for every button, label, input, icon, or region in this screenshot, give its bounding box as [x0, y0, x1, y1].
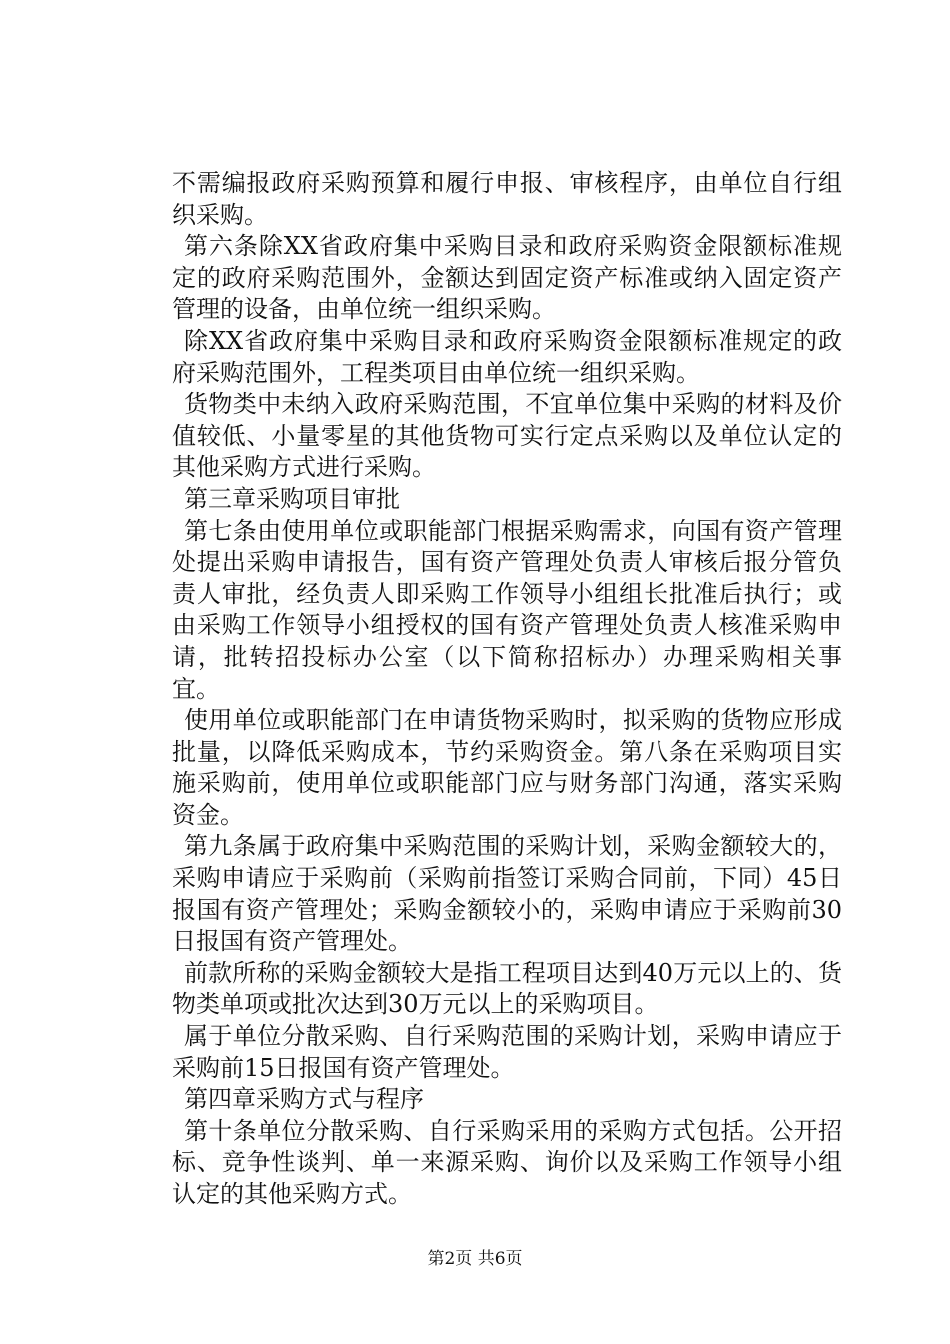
paragraph-article-8: 使用单位或职能部门在申请货物采购时，拟采购的货物应形成批量，以降低采购成本，节约采购资金。第八条在采购项目实施采购前，使用单位或职能部门应与财务部门沟通，落实采购资金。 — [172, 706, 842, 829]
chapter-heading-3: 第三章采购项目审批 — [184, 484, 400, 513]
paragraph-large-amount-definition: 前款所称的采购金额较大是指工程项目达到40万元以上的、货物类单项或批次达到30万元以上的采购项目。 — [172, 958, 842, 1019]
paragraph-continuation: 不需编报政府采购预算和履行申报、审核程序，由单位自行组织采购。 — [172, 169, 842, 229]
paragraph-article-10: 第十条单位分散采购、自行采购采用的采购方式包括。公开招标、竞争性谈判、单一来源采购、询价以及采购工作领导小组认定的其他采购方式。 — [172, 1116, 842, 1208]
chapter-heading-4: 第四章采购方式与程序 — [184, 1085, 424, 1114]
paragraph-engineering-projects: 除XX省政府集中采购目录和政府采购资金限额标准规定的政府采购范围外，工程类项目由单位统一组织采购。 — [172, 326, 842, 387]
paragraph-article-6: 第六条除XX省政府集中采购目录和政府采购资金限额标准规定的政府采购范围外，金额达到固定资产标准或纳入固定资产管理的设备，由单位统一组织采购。 — [172, 232, 842, 324]
document-body — [172, 168, 842, 1211]
paragraph-decentralized-plan: 属于单位分散采购、自行采购范围的采购计划，采购申请应于采购前15日报国有资产管理处。 — [172, 1022, 842, 1082]
page-number-footer: 第2页 共6页 — [427, 1249, 523, 1269]
paragraph-article-7: 第七条由使用单位或职能部门根据采购需求，向国有资产管理处提出采购申请报告，国有资产管理处负责人审核后报分管负责人审批，经负责人即采购工作领导小组组长批准后执行；或由采购工作领导小组授权的国有资产管理处负责人核准采购申请，批转招投标办公室（以下简称招标办）办理采购相关事宜。 — [172, 516, 842, 703]
paragraph-goods-designated: 货物类中未纳入政府采购范围，不宜单位集中采购的材料及价值较低、小量零星的其他货物可实行定点采购以及单位认定的其他采购方式进行采购。 — [172, 390, 842, 482]
paragraph-article-9: 第九条属于政府集中采购范围的采购计划，采购金额较大的，采购申请应于采购前（采购前指签订采购合同前，下同）45日报国有资产管理处；采购金额较小的，采购申请应于采购前30日报国有资产管理处。 — [172, 832, 842, 956]
